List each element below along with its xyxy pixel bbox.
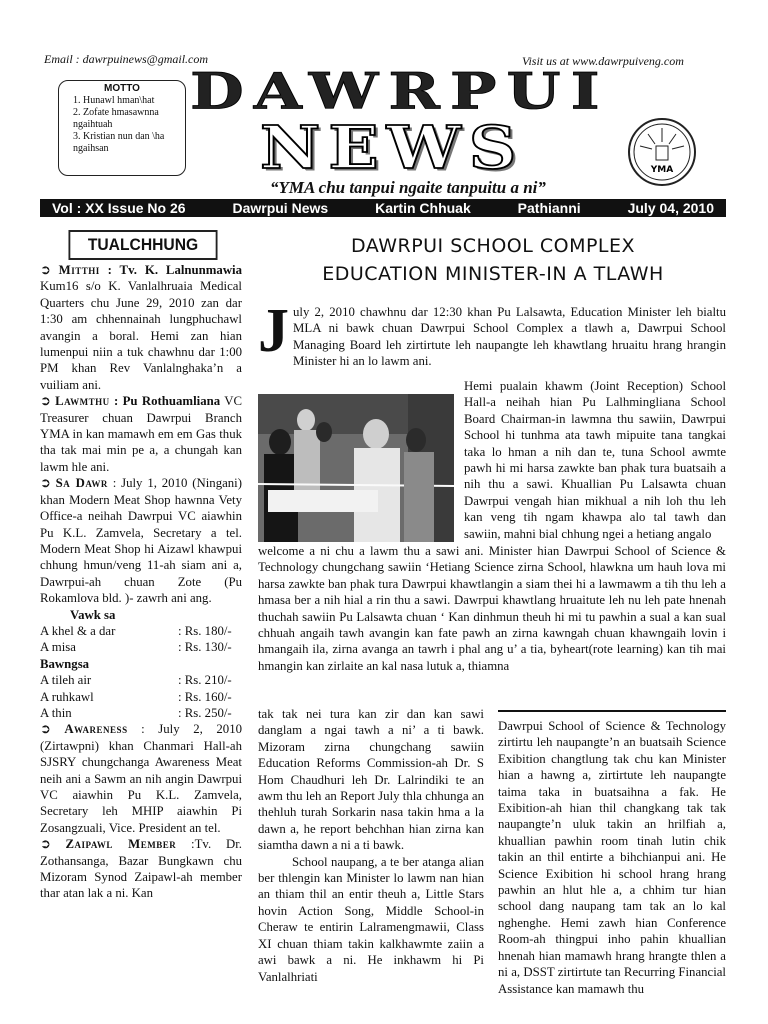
- motto-item: 3. Kristian nun dan \ha ngaihsan: [73, 131, 165, 154]
- price-value: : Rs. 130/-: [178, 640, 232, 655]
- news-item-lawmthu: ➲ Lawmthu : Pu Rothuamliana VC Treasurer chuan Dawrpui Branch YMA in kan mamawh em em Gas thuk tha tak mai min pe a, a chungah kan lawm hle ani.: [40, 394, 243, 474]
- vawk-heading: Vawk sa: [70, 607, 116, 622]
- motto-title: MOTTO: [104, 83, 140, 94]
- article-headline: [258, 232, 728, 288]
- awareness-label: Awareness: [64, 722, 128, 737]
- price-row: [40, 672, 242, 688]
- email-address: Email : dawrpuinews@gmail.com: [44, 52, 209, 66]
- news-item-sadawr: ➲ Sa Dawr : July 1, 2010 (Ningani) khan Modern Meat Shop hawnna Vety Office-a neihah Dawrpui VC aiawhin Pu K.L. Zamvela, Secretary a tel. Modern Meat Shop hi Aizawl khawpui chhung hmun/veng 11-ah siam ani a, Dawrpui-ah chuan Zote (Pu Rokamlova bld. )- zawrh ani ang.: [40, 476, 243, 606]
- sadawr-text: : July 1, 2010 (Ningani) khan Modern Meat Shop hawnna Vety Office-a neihah Dawrpui VC aiawhin Pu K.L. Zamvela, Secretary a tel. Modern Meat Shop hi Aizawl khawpui chhung hmun/veng 11-ah siam ani a, Dawrpui-ah chuan Zote (Pu Rokamlova bld. )- zawrh ani ang.: [40, 476, 243, 606]
- logo-text: YMA: [650, 165, 674, 175]
- issue-date: July 04, 2010: [627, 200, 714, 216]
- ribbon-cutting-photo: [258, 394, 454, 542]
- headline-line-2: EDUCATION MINISTER-IN A TLAWH: [322, 263, 664, 285]
- price-row: [40, 705, 242, 721]
- price-value: : Rs. 160/-: [178, 689, 232, 704]
- section-title: TUALCHHUNG: [68, 230, 217, 260]
- tagline: “YMA chu tanpui ngaite tanpuitu a ni”: [270, 178, 546, 197]
- awareness-text: : July 2, 2010 (Zirtawpni) khan Chanmari Hall-ah SJSRY chungchanga Awareness Meat neih ani a Sawm an nih angin Dawrpui VC aiawhin Pu K.L. Zamvela, Secretary leh MHIP aiawhin Pi Zosangzuali, Vice. President an tel.: [40, 722, 242, 835]
- zaipawl-text: :Tv. Dr. Zothansanga, Bazar Bungkawn chu Mizoram Synod Zaipawl-ah member thar atan lak a ni. Kan: [40, 837, 242, 901]
- zaipawl-label: Zaipawl Member: [65, 837, 177, 852]
- article-paragraph-6: Dawrpui School of Science & Technology zirtirtu leh naupangte’n an buatsaih Science Exibition changtlung tak chu kan Minister hian a hawng a, zirtirtute leh naupangte taima taka in buatsaihna a fak. He Exibition-ah hian thil changkang tak tak naupangte’n uluk takin an hrilfiah a, khuallian pawhin room tinah lutin chik takin an thil entirte a bihchianpui ani. He Science Exibition hi school hrang hrang pawhin an hlut hle a, a chhim tur hian school dang naupang tam tak an lo kal nghenghe. Hemi zawh hian Conference Room-ah thingpui inho pahin khuallian hnenah hian mamawh hrang hrangte thlen a ni a, DSST zirtirtute tan Recurring Financial Assistance kan mamawh thu: [498, 719, 726, 996]
- masthead-dawrpui: DAWRPUI: [190, 62, 610, 121]
- lawmthu-text: VC Treasurer chuan Dawrpui Branch YMA in kan mamawh em em Gas thuk tha tak mai min pe a, a chungah kan lawm hle ani.: [40, 394, 243, 474]
- volume-issue: Vol : XX Issue No 26: [52, 200, 186, 216]
- frequency: Kartin Chhuak: [375, 200, 471, 216]
- news-item-awareness: ➲ Awareness : July 2, 2010 (Zirtawpni) khan Chanmari Hall-ah SJSRY chungchanga Awareness Meat neih ani a Sawm an nih angin Dawrpui VC aiawhin Pu K.L. Zamvela, Secretary leh MHIP aiawhin Pi Zosangzuali, Vice. President an tel.: [40, 722, 242, 835]
- article-paragraph-4: [258, 706, 484, 985]
- lawmthu-name: : Pu Rothuamliana: [113, 394, 221, 409]
- price-row: [40, 689, 242, 705]
- paper-name: Dawrpui News: [232, 200, 329, 216]
- bawngsa-heading: Bawngsa: [40, 656, 90, 671]
- column-divider: [498, 710, 726, 712]
- paragraph-text: School naupang, a te ber atanga alian ber thlengin kan Minister lo lawm nan hian an thiam thil an entir theuh a, Little Stars hovin Action Song, Middle School-in Cheraw te entirin Lalramengmawii, Class XI chuan thiam takin kalkhawmte zaiin a awi bawk a ni. He inkhawm hi Pi Vanlalhriati: [258, 854, 484, 984]
- yma-logo: [628, 118, 696, 186]
- motto-item: 2. Zofate hmasawnna ngaihtuah: [73, 107, 159, 130]
- local-news-column: [40, 262, 242, 902]
- mitthi-name: : Tv. K. Lalnunmawia: [107, 263, 243, 277]
- motto-item: 1. Hunawl hman\hat: [73, 95, 155, 106]
- masthead-news: NEWS: [260, 112, 525, 183]
- yma-emblem-icon: [630, 120, 694, 184]
- price-row: [40, 623, 242, 639]
- paragraph-text: tak tak nei tura kan zir dan kan sawi danglam a ngai tawh a ni’ a ti bawk. Mizoram zirna chungchang sawiin Education Reforms Commission-ah Dr. S Hom Chaudhuri leh Dr. Lalrindiki te an awm thu leh an Report July thla chhunga an thehluh turah Sorkarin nasa takin hma a la dawn a, he report behchhan hian zirna kan siamtha dawn a ni a ti bawk.: [258, 707, 484, 853]
- news-item-zaipawl: ➲ Zaipawl Member :Tv. Dr. Zothansanga, Bazar Bungkawn chu Mizoram Synod Zaipawl-ah member thar atan lak a ni. Kan: [40, 837, 242, 901]
- mitthi-label: Mitthi: [58, 263, 100, 277]
- sadawr-label: Sa Dawr: [55, 476, 108, 491]
- weekday: Pathianni: [517, 200, 581, 216]
- price-item: A thin: [40, 705, 72, 720]
- price-row: [40, 639, 242, 655]
- issue-bar: [40, 199, 726, 217]
- price-item: A misa: [40, 640, 76, 655]
- price-item: A ruhkawl: [40, 689, 94, 704]
- price-value: : Rs. 250/-: [178, 705, 232, 720]
- headline-line-1: DAWRPUI SCHOOL COMPLEX: [350, 235, 636, 257]
- article-paragraph-2: Hemi pualain khawm (Joint Reception) School Hall-a neihah hian Pu Lalhmingliana School Board Chairman-in lawmna thu sawiin, Dawrpui School hi tunhma ata tawh mipuite tana tangkai taka lo hman a nih dan te, tuna School awmte pawh hi mi harsa zawkte ban phak tura buatsaih a nih thu a sawi. Khuallian Pu Lalsawta chuan Dawrpui vengah hian mikhual a nih loh thu leh kan veng tih ngam khawpa alo tal tawh dan sawiin, mahni bial chhung ngei a hetiang angalo: [464, 379, 726, 541]
- mitthi-text: Kum16 s/o K. Vanlalhruaia Medical Quarters chu June 29, 2010 zan dar 1:30 am chhennainah lungphuchawl avangin a boral. Hemi zan hian lumenpui niin a tuk chawhnu dar 1:00 PM khan Rev Vanlalnghaka’n a vuiliam ani.: [40, 279, 242, 392]
- paragraph-text: uly 2, 2010 chawhnu dar 12:30 khan Pu Lalsawta, Education Minister leh bialtu MLA ni bawk chuan Dawrpui School Complex a tlawh a, Dawrpui School Managing Board leh zirtirtute leh naupangte leh khawtlang hruaitu hrang hrangin Minister hi an lo lawm ani.: [293, 305, 726, 369]
- photo-image: [258, 394, 454, 542]
- drop-cap: J: [258, 297, 289, 365]
- website-address: Visit us at www.dawrpuiveng.com: [522, 54, 684, 68]
- price-item: A khel & a dar: [40, 623, 116, 638]
- article-paragraph-1: [258, 297, 726, 370]
- price-value: : Rs. 210/-: [178, 673, 232, 688]
- lawmthu-label: Lawmthu: [55, 394, 110, 409]
- motto-box: [58, 80, 186, 176]
- price-item: A tileh air: [40, 673, 92, 688]
- section-banner: [58, 228, 228, 260]
- news-item-mitthi: ➲ Mitthi : Tv. K. Lalnunmawia Kum16 s/o K. Vanlalhruaia Medical Quarters chu June 29, 2010 zan dar 1:30 am chhennainah lungphuchawl avangin a boral. Hemi zan hian lumenpui niin a tuk chawhnu dar 1:00 PM khan Rev Vanlalnghaka’n a vuiliam ani.: [40, 263, 243, 392]
- article-paragraph-3: welcome a ni chu a lawm thu a sawi ani. Minister hian Dawrpui School of Science & Technology chungchang sawiin ‘Hetiang Science zirna School, hlawkna um hauh lova mi harsa zawkte ban phak tura Dawrpui khawtlangin a siam thei hi a lawmawm a tih thu leh a hmasa ber a nih hial a rin thu a sawi. Dawrpui khawtlang hruaitute leh nu leh pate hnenah thuchah sawiin Pu Lalsawta chuan ‘ Kan dinhmun theuh hi mi tu pawhin a sual a kan sual chhuah angaih tawh avangin kan fate pawh an zirna kawngah chuan khawngaih lovin i hmangaih ila, zirna avanga an tawrh i phal ang u’ a tia, byheart(rote learning) kan tih mai hmangin kan zirlaite an kal nasa lutuk a, thiamna: [258, 544, 726, 673]
- price-value: : Rs. 180/-: [178, 623, 232, 638]
